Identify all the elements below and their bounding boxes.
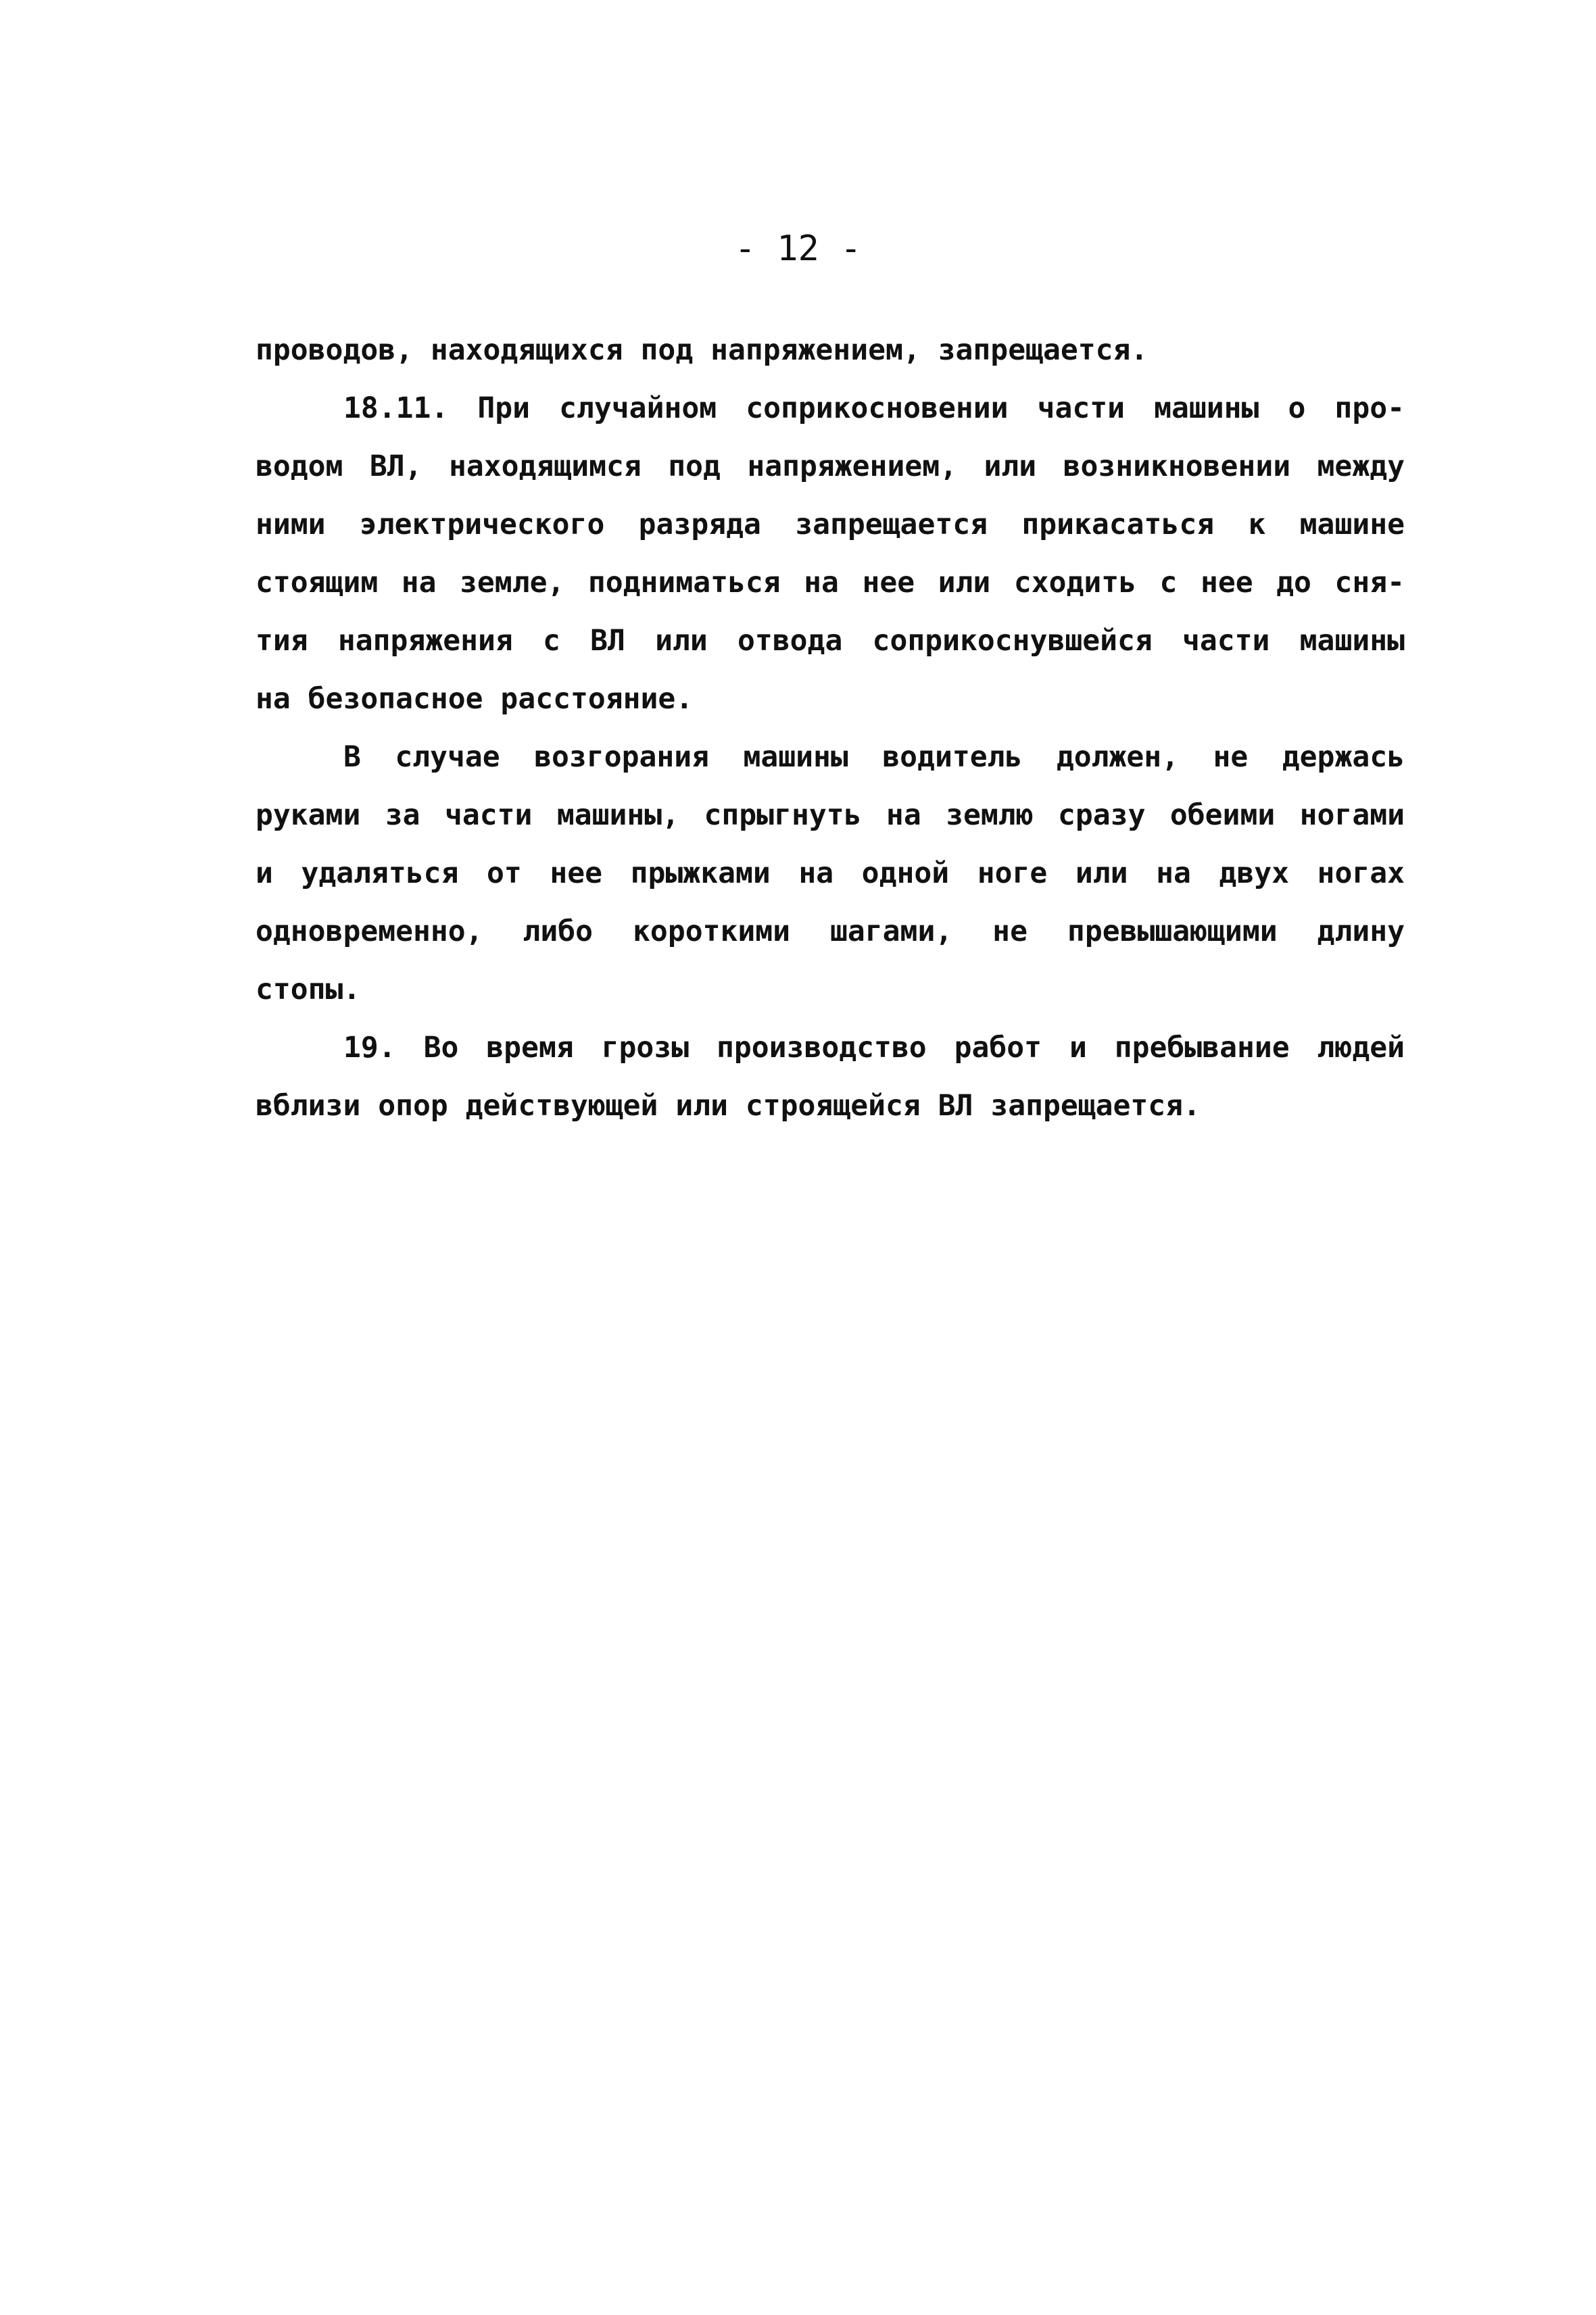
text-line: проводов, находящихся под напряжением, запрещается. [256, 333, 1148, 367]
text-line: ними электрического разряда запрещается прикасаться к машине [256, 508, 1405, 541]
text-line: одновременно, либо короткими шагами, не превышающими длину [256, 915, 1405, 948]
text-line: и удаляться от нее прыжками на одной ноге или на двух ногах [256, 856, 1405, 890]
text-line: стопы. [256, 973, 361, 1006]
text-line: вблизи опор действующей или строящейся ВЛ запрещается. [256, 1089, 1201, 1123]
text-line: на безопасное расстояние. [256, 682, 694, 716]
text-line: тия напряжения с ВЛ или отвода соприкоснувшейся части машины [256, 624, 1405, 658]
text-line: В случае возгорания машины водитель должен, не держась [343, 740, 1405, 774]
text-line: стоящим на земле, подниматься на нее или сходить с нее до сня- [256, 566, 1405, 600]
document-body [256, 321, 1405, 1135]
text-line: 19. Во время грозы производство работ и пребывание людей [343, 1031, 1405, 1065]
text-line: водом ВЛ, находящимся под напряжением, или возникновении между [256, 449, 1405, 483]
page-number: - 12 - [734, 228, 862, 269]
text-line: руками за части машины, спрыгнуть на землю сразу обеими ногами [256, 798, 1405, 832]
text-line: 18.11. При случайном соприкосновении части машины о про- [343, 391, 1405, 425]
